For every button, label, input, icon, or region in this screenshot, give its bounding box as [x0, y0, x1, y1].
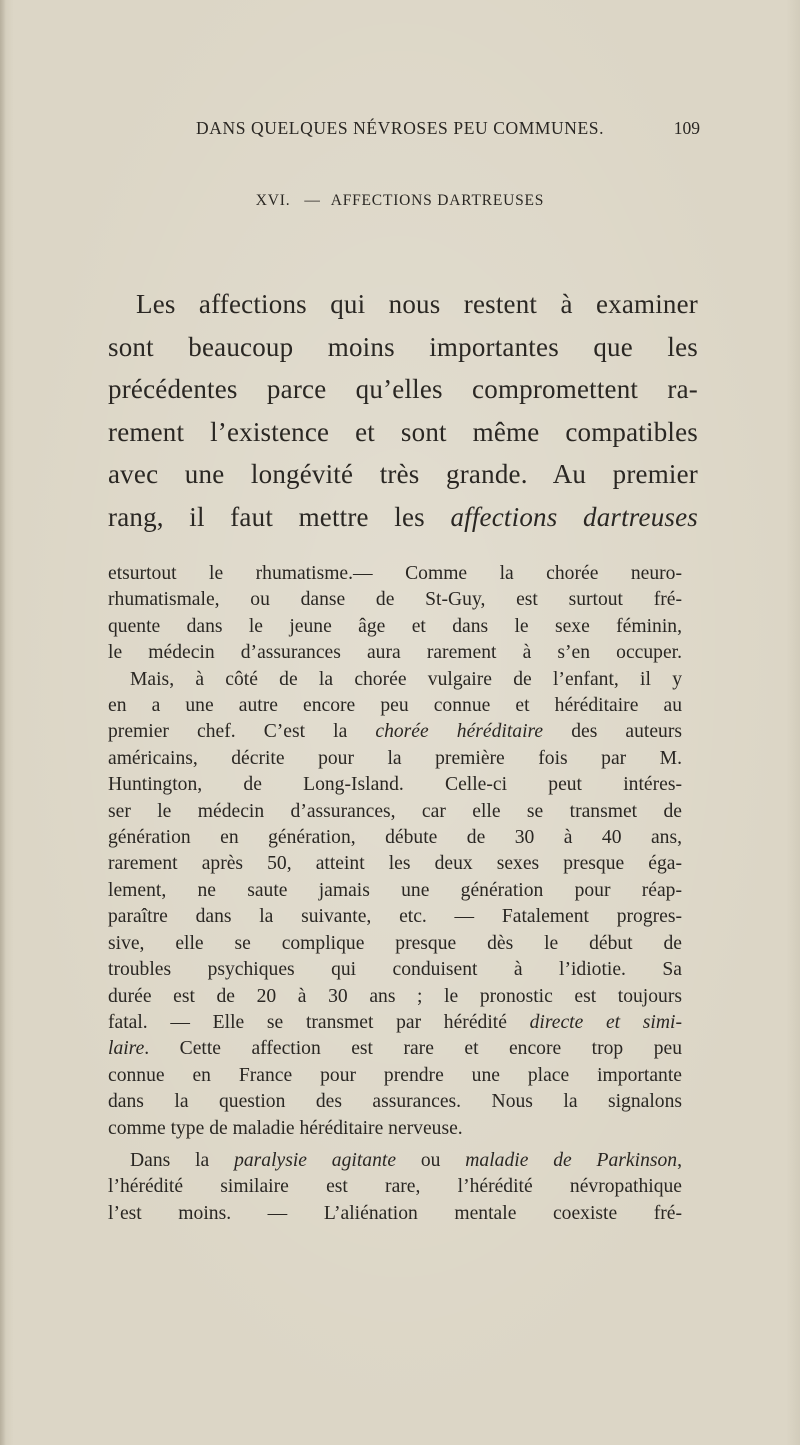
text-run: fatal. — Elle se transmet par hérédité — [108, 1011, 530, 1033]
text-line: comme type de maladie héréditaire nerveuse. — [108, 1117, 463, 1139]
text-run: , — [677, 1149, 682, 1171]
text-run: des auteurs — [543, 721, 682, 743]
text-line — [108, 1010, 682, 1036]
text-line: Huntington, de Long-Island. Celle-ci peut intéres- — [108, 774, 682, 796]
text-line: avec une longévité très grande. Au premier — [108, 459, 698, 489]
text-run: ou — [396, 1149, 466, 1171]
text-line: ser le médecin d’assurances, car elle se transmet de — [108, 800, 682, 822]
page-edge-shadow — [0, 0, 6, 1445]
text-line — [108, 1036, 682, 1062]
section-heading — [0, 192, 800, 210]
text-line: Mais, à côté de la chorée vulgaire de l’enfant, il y — [130, 668, 682, 690]
text-line: rement l’existence et sont même compatibles — [108, 416, 698, 447]
text-line: précédentes parce qu’elles compromettent ra- — [108, 374, 698, 404]
text-line: en a une autre encore peu connue et héréditaire au — [108, 695, 682, 717]
text-line: Les affections qui nous restent à examiner — [136, 289, 698, 319]
text-line: durée est de 20 à 30 ans ; le pronostic est toujours — [108, 985, 682, 1007]
text-run: Dans la — [130, 1149, 235, 1171]
section-title: AFFECTIONS DARTREUSES — [330, 192, 545, 209]
text-run: premier chef. C’est la — [108, 721, 376, 743]
text-line: connue en France pour prendre une place importante — [108, 1064, 682, 1086]
italic-term: laire — [108, 1038, 145, 1060]
text-line: américains, décrite pour la première fois par M. — [108, 747, 682, 769]
italic-term: maladie de Parkinson — [465, 1149, 678, 1171]
italic-term: chorée héréditaire — [375, 721, 544, 743]
large-paragraph — [108, 283, 698, 538]
text-line: l’hérédité similaire est rare, l’hérédité névropathique — [108, 1176, 682, 1198]
small-text-block — [108, 561, 682, 1227]
page-number: 109 — [673, 118, 700, 138]
text-line — [108, 1148, 682, 1174]
text-line: lement, ne saute jamais une génération pour réap- — [108, 879, 682, 901]
text-line: quente dans le jeune âge et dans le sexe féminin, — [108, 615, 682, 637]
text-run: rang, il faut mettre les — [108, 501, 451, 532]
text-run: . Cette affection est rare et encore trop peu — [144, 1038, 682, 1060]
italic-term: paralysie agitante — [234, 1149, 397, 1171]
section-number: XVI. — [255, 192, 291, 209]
text-line: l’est moins. — L’aliénation mentale coexiste fré- — [108, 1202, 682, 1224]
running-title: DANS QUELQUES NÉVROSES PEU COMMUNES. — [196, 118, 605, 138]
text-line: etsurtout le rhumatisme.— Comme la chorée neuro- — [108, 563, 682, 584]
italic-term: directe et simi- — [529, 1011, 682, 1033]
text-line — [108, 719, 682, 745]
text-line: dans la question des assurances. Nous la signalons — [108, 1091, 682, 1113]
text-line: troubles psychiques qui conduisent à l’idiotie. Sa — [108, 959, 682, 981]
italic-term: affections dartreuses — [450, 501, 698, 532]
text-line: paraître dans la suivante, etc. — Fatalement progres- — [108, 906, 682, 928]
text-line: rhumatismale, ou danse de St-Guy, est surtout fré- — [108, 589, 682, 611]
text-line: sont beaucoup moins importantes que les — [108, 331, 698, 362]
text-line: rarement après 50, atteint les deux sexes presque éga- — [108, 853, 682, 875]
text-line: génération en génération, débute de 30 à 40 ans, — [108, 827, 682, 849]
section-dash: — — [304, 192, 321, 209]
text-line — [108, 496, 698, 539]
text-line: le médecin d’assurances aura rarement à s’en occuper. — [108, 642, 682, 664]
running-head — [110, 118, 700, 144]
text-line: sive, elle se complique presque dès le début de — [108, 932, 682, 954]
